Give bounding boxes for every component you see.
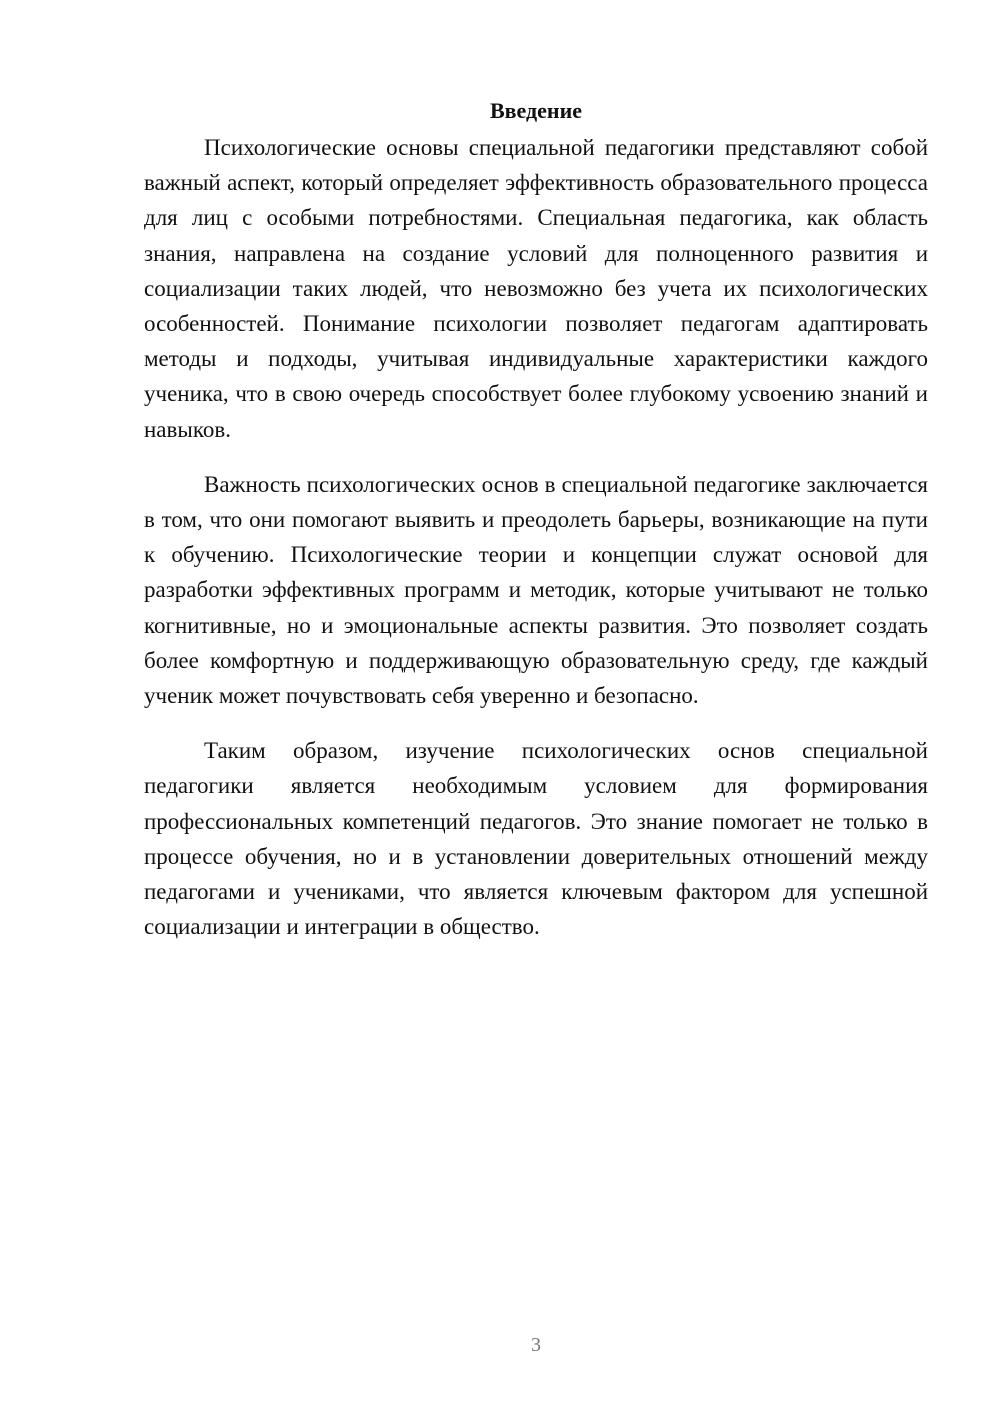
section-heading: Введение [489,98,583,123]
paragraph-3: Таким образом, изучение психологических основ специальной педагогики является необходимым условием для формирования профессиональных компетенций педагогов. Это знание помогает не только в процессе обучения, но и в установлении доверительных отношений между педагогами и учениками, что является ключевым фактором для успешной социализации и интеграции в общество. [144,738,928,940]
paragraph-2: Важность психологических основ в специальной педагогике заключается в том, что они помогают выявить и преодолеть барьеры, возникающие на пути к обучению. Психологические теории и концепции служат основой для разработки эффективных программ и методик, которые учитывают не только когнитивные, но и эмоциональные аспекты развития. Это позволяет создать более комфортную и поддерживающую образовательную среду, где каждый ученик может почувствовать себя уверенно и безопасно. [144,471,928,709]
page-number: 3 [531,1334,541,1356]
page-content [144,96,928,964]
paragraph-1: Психологические основы специальной педагогики представляют собой важный аспект, который определяет эффективность образовательного процесса для лиц с особыми потребностями. Специальная педагогика, как область знания, направлена на создание условий для полноценного развития и социализации таких людей, что невозможно без учета их психологических особенностей. Понимание психологии позволяет педагогам адаптировать методы и подходы, учитывая индивидуальные характеристики каждого ученика, что в свою очередь способствует более глубокому усвоению знаний и навыков. [144,135,928,442]
